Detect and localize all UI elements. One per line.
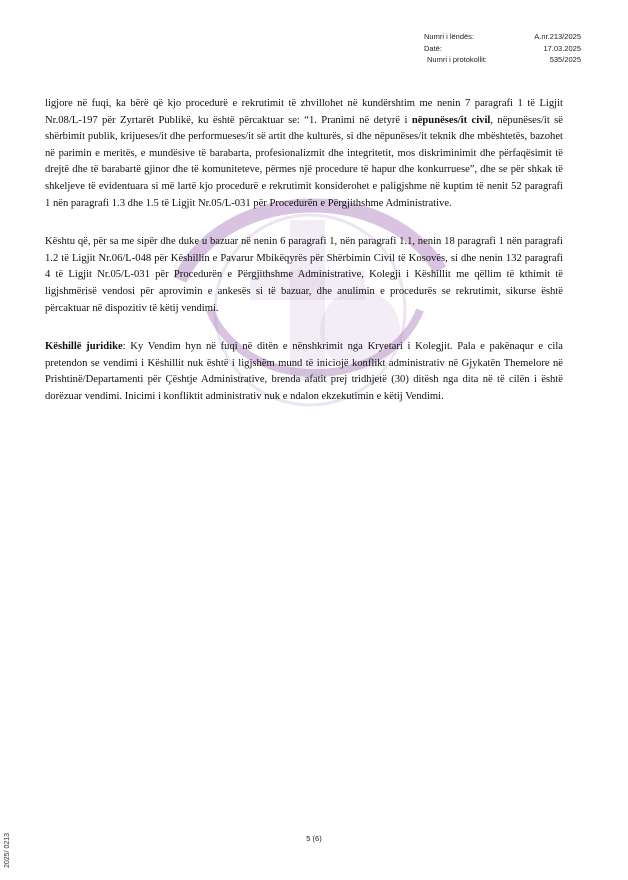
case-number-row	[424, 31, 581, 43]
legal-advice-heading: Këshillë juridike	[45, 341, 123, 353]
date-label: Datë:	[424, 43, 442, 53]
date-value: 17.03.2025	[543, 43, 581, 53]
side-reference-code: 2025/ 0213	[4, 832, 11, 868]
paragraph-1-text-a: ligjore në fuqi, ka bërë që kjo procedurë e rekrutimit të zhvillohet në kundërshtim me nenin 7 paragrafi 1 të Ligjit Nr.08/L-197 për Zyrtarët Publikë, ku është përcaktuar se: “1. Pranimi në detyrë i	[45, 98, 563, 126]
paragraph-legal-violation	[45, 96, 563, 212]
case-number-value: A.nr.213/2025	[534, 32, 581, 41]
paragraph-1-bold-term: nëpunëses/it civil	[411, 114, 491, 126]
protocol-value: 535/2025	[549, 55, 581, 64]
legal-advice-text: : Ky Vendim hyn në fuqi në ditën e nënshkrimit nga Kryetari i Kolegjit. Pala e pakënaqur e cila pretendon se vendimi i Këshillit nuk është i ligjshëm mund të iniciojë konflikt administrativ në Gjykatën Themelore në Prishtinë/Departamenti për Çështje Administrative, brenda afatit prej tridhjetë (30) ditësh nga dita në të cilën i është dorëzuar vendimi. Inicimi i konfliktit administrativ nuk e ndalon ekzekutimin e këtij Vendimi.	[45, 341, 563, 402]
protocol-label: Numri i protokollit:	[427, 55, 488, 64]
paragraph-legal-advice	[45, 339, 563, 405]
paragraph-decision-basis: Kështu që, për sa me sipër dhe duke u bazuar në nenin 6 paragrafi 1, nën paragrafi 1.1, nenin 18 paragrafi 1 nën paragrafi 1.2 të Ligjit Nr.06/L-048 për Këshillin e Pavarur Mbikëqyrës për Shërbimin Civil të Kosovës, si dhe nenin 132 paragrafi 4 të Ligjit Nr.05/L-031 për Procedurën e Përgjithshme Administrative, Kolegji i Këshillit me qëllim të kthimit të ligjshmërisë vendosi për aprovimin e ankesës si të bazuar, dhe anulimin e procedurës se rekrutimit, sikurse është përcaktuar në dispozitiv të këtij vendimi.	[45, 236, 563, 314]
page-number: 5 (6)	[306, 834, 322, 843]
document-body	[45, 96, 563, 406]
case-number-label: Numri i lëndës:	[424, 32, 475, 41]
document-metadata	[424, 31, 581, 66]
protocol-row	[424, 54, 581, 66]
paragraph-1-text-b: , nëpunëses/it së shërbimit publik, krijueses/it dhe performueses/it së artit dhe kulturës, si dhe nëpunëses/it teknik dhe mbështetës, bazohet në parimin e meritës, e mundësive të barabarta, profesionalizmit dhe integritetit, mos diskriminimit dhe përfaqësimit të drejtë dhe të barabartë gjinor dhe të komuniteteve, përmes një procedure të hapur dhe konkurruese”, dhe se për shkak të shkeljeve të evidentuara si më lartë kjo procedurë e rekrutimit konsiderohet e paligjshme në kuptim të nenit 52 paragrafi 1 nën paragrafi 1.3 dhe 1.5 të Ligjit Nr.05/L-031 për Procedurën e Përgjithshme Administrative.	[45, 114, 563, 209]
date-row	[424, 43, 581, 55]
